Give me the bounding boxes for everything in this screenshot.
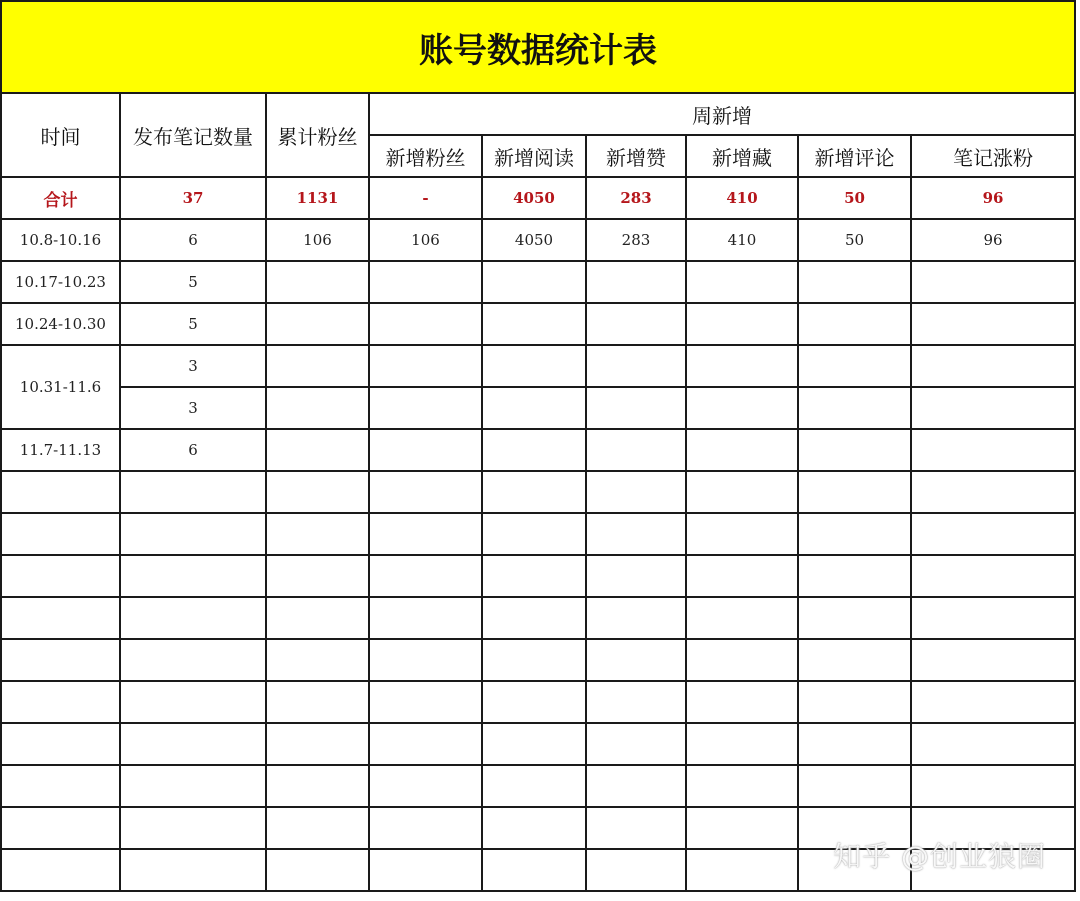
cell-new-fans[interactable] bbox=[369, 261, 482, 303]
cell-note-fans[interactable] bbox=[911, 723, 1075, 765]
empty-row bbox=[1, 681, 1075, 723]
cell-note-fans[interactable] bbox=[911, 387, 1075, 429]
cell-new-saves[interactable] bbox=[686, 849, 798, 891]
cell-new-fans[interactable] bbox=[369, 723, 482, 765]
cell-new-fans[interactable] bbox=[369, 471, 482, 513]
header-cumulative-fans: 累计粉丝 bbox=[266, 93, 369, 177]
cell-note-fans[interactable] bbox=[911, 639, 1075, 681]
cell-notes-count[interactable] bbox=[120, 597, 266, 639]
cell-note-fans[interactable] bbox=[911, 303, 1075, 345]
cell-new-likes[interactable] bbox=[586, 387, 686, 429]
cell-note-fans[interactable] bbox=[911, 471, 1075, 513]
header-time: 时间 bbox=[1, 93, 120, 177]
cell-new-fans[interactable] bbox=[369, 303, 482, 345]
cell-new-likes[interactable]: 283 bbox=[586, 219, 686, 261]
total-note-fans[interactable]: 96 bbox=[911, 177, 1075, 219]
cell-new-likes[interactable] bbox=[586, 807, 686, 849]
cell-time[interactable] bbox=[1, 639, 120, 681]
cell-new-saves[interactable] bbox=[686, 807, 798, 849]
empty-row bbox=[1, 555, 1075, 597]
cell-new-likes[interactable] bbox=[586, 555, 686, 597]
cell-new-fans[interactable] bbox=[369, 807, 482, 849]
cell-cumulative-fans[interactable] bbox=[266, 261, 369, 303]
cell-new-likes[interactable] bbox=[586, 765, 686, 807]
cell-note-fans[interactable] bbox=[911, 261, 1075, 303]
cell-new-reads[interactable] bbox=[482, 303, 586, 345]
cell-new-saves[interactable] bbox=[686, 471, 798, 513]
cell-new-saves[interactable] bbox=[686, 513, 798, 555]
total-new-likes[interactable]: 283 bbox=[586, 177, 686, 219]
table-row bbox=[1, 387, 1075, 429]
cell-new-fans[interactable] bbox=[369, 513, 482, 555]
table-row bbox=[1, 345, 1075, 387]
cell-notes-count[interactable] bbox=[120, 849, 266, 891]
table-row bbox=[1, 303, 1075, 345]
cell-notes-count[interactable] bbox=[120, 681, 266, 723]
cell-new-fans[interactable] bbox=[369, 345, 482, 387]
cell-new-reads[interactable] bbox=[482, 681, 586, 723]
cell-new-comments[interactable] bbox=[798, 681, 911, 723]
total-label[interactable]: 合计 bbox=[1, 177, 120, 219]
cell-cumulative-fans[interactable] bbox=[266, 513, 369, 555]
cell-notes-count[interactable]: 3 bbox=[120, 345, 266, 387]
cell-new-saves[interactable] bbox=[686, 429, 798, 471]
total-new-fans[interactable]: - bbox=[369, 177, 482, 219]
total-notes-count[interactable]: 37 bbox=[120, 177, 266, 219]
cell-new-saves[interactable] bbox=[686, 387, 798, 429]
cell-time[interactable] bbox=[1, 681, 120, 723]
cell-note-fans[interactable] bbox=[911, 681, 1075, 723]
header-new-fans: 新增粉丝 bbox=[369, 135, 482, 177]
cell-new-likes[interactable] bbox=[586, 513, 686, 555]
table-row bbox=[1, 261, 1075, 303]
total-row bbox=[1, 177, 1075, 219]
table-row bbox=[1, 429, 1075, 471]
table-row bbox=[1, 219, 1075, 261]
cell-new-fans[interactable] bbox=[369, 639, 482, 681]
cell-new-saves[interactable]: 410 bbox=[686, 219, 798, 261]
cell-cumulative-fans[interactable] bbox=[266, 849, 369, 891]
empty-rows bbox=[1, 471, 1075, 891]
cell-new-reads[interactable] bbox=[482, 471, 586, 513]
cell-cumulative-fans[interactable] bbox=[266, 429, 369, 471]
cell-new-likes[interactable] bbox=[586, 723, 686, 765]
cell-new-reads[interactable] bbox=[482, 387, 586, 429]
cell-new-likes[interactable] bbox=[586, 681, 686, 723]
header-notes-count: 发布笔记数量 bbox=[120, 93, 266, 177]
cell-cumulative-fans[interactable] bbox=[266, 765, 369, 807]
cell-notes-count[interactable]: 5 bbox=[120, 303, 266, 345]
cell-time[interactable] bbox=[1, 555, 120, 597]
cell-time[interactable] bbox=[1, 807, 120, 849]
cell-cumulative-fans[interactable] bbox=[266, 723, 369, 765]
cell-time[interactable] bbox=[1, 471, 120, 513]
cell-notes-count[interactable] bbox=[120, 555, 266, 597]
cell-new-comments[interactable] bbox=[798, 303, 911, 345]
cell-cumulative-fans[interactable] bbox=[266, 471, 369, 513]
cell-time[interactable] bbox=[1, 849, 120, 891]
cell-cumulative-fans[interactable] bbox=[266, 597, 369, 639]
header-weekly-group: 周新增 bbox=[369, 93, 1075, 135]
cell-new-likes[interactable] bbox=[586, 597, 686, 639]
cell-new-reads[interactable] bbox=[482, 261, 586, 303]
cell-new-saves[interactable] bbox=[686, 723, 798, 765]
cell-new-fans[interactable] bbox=[369, 555, 482, 597]
empty-row bbox=[1, 723, 1075, 765]
cell-new-fans[interactable] bbox=[369, 681, 482, 723]
cell-new-fans[interactable]: 106 bbox=[369, 219, 482, 261]
empty-row bbox=[1, 639, 1075, 681]
cell-notes-count[interactable] bbox=[120, 765, 266, 807]
cell-notes-count[interactable]: 6 bbox=[120, 219, 266, 261]
total-cumulative-fans[interactable]: 1131 bbox=[266, 177, 369, 219]
cell-new-saves[interactable] bbox=[686, 681, 798, 723]
header-new-comments: 新增评论 bbox=[798, 135, 911, 177]
cell-note-fans[interactable] bbox=[911, 429, 1075, 471]
cell-new-saves[interactable] bbox=[686, 639, 798, 681]
cell-cumulative-fans[interactable] bbox=[266, 807, 369, 849]
cell-new-likes[interactable] bbox=[586, 471, 686, 513]
cell-new-saves[interactable] bbox=[686, 303, 798, 345]
cell-time[interactable]: 10.8-10.16 bbox=[1, 219, 120, 261]
cell-new-fans[interactable] bbox=[369, 849, 482, 891]
cell-notes-count[interactable]: 3 bbox=[120, 387, 266, 429]
cell-new-comments[interactable]: 50 bbox=[798, 219, 911, 261]
empty-row bbox=[1, 513, 1075, 555]
empty-row bbox=[1, 597, 1075, 639]
cell-time[interactable]: 11.7-11.13 bbox=[1, 429, 120, 471]
cell-new-comments[interactable] bbox=[798, 639, 911, 681]
cell-new-saves[interactable] bbox=[686, 555, 798, 597]
cell-time[interactable]: 10.17-10.23 bbox=[1, 261, 120, 303]
cell-new-comments[interactable] bbox=[798, 513, 911, 555]
cell-new-fans[interactable] bbox=[369, 429, 482, 471]
cell-new-comments[interactable] bbox=[798, 723, 911, 765]
cell-time[interactable] bbox=[1, 723, 120, 765]
cell-new-reads[interactable] bbox=[482, 849, 586, 891]
total-new-reads[interactable]: 4050 bbox=[482, 177, 586, 219]
cell-new-comments[interactable] bbox=[798, 597, 911, 639]
cell-new-likes[interactable] bbox=[586, 849, 686, 891]
cell-time[interactable] bbox=[1, 597, 120, 639]
cell-cumulative-fans[interactable] bbox=[266, 387, 369, 429]
cell-note-fans[interactable] bbox=[911, 765, 1075, 807]
cell-new-comments[interactable] bbox=[798, 429, 911, 471]
cell-notes-count[interactable] bbox=[120, 471, 266, 513]
header-note-fans: 笔记涨粉 bbox=[911, 135, 1075, 177]
cell-notes-count[interactable] bbox=[120, 513, 266, 555]
cell-new-saves[interactable] bbox=[686, 261, 798, 303]
cell-note-fans[interactable] bbox=[911, 555, 1075, 597]
cell-new-reads[interactable]: 4050 bbox=[482, 219, 586, 261]
cell-note-fans[interactable] bbox=[911, 345, 1075, 387]
header-new-saves: 新增藏 bbox=[686, 135, 798, 177]
cell-new-reads[interactable] bbox=[482, 639, 586, 681]
header-new-likes: 新增赞 bbox=[586, 135, 686, 177]
table-title: 账号数据统计表 bbox=[1, 1, 1075, 93]
cell-new-saves[interactable] bbox=[686, 345, 798, 387]
cell-time[interactable] bbox=[1, 513, 120, 555]
cell-new-likes[interactable] bbox=[586, 639, 686, 681]
cell-note-fans[interactable]: 96 bbox=[911, 219, 1075, 261]
cell-notes-count[interactable] bbox=[120, 723, 266, 765]
cell-new-reads[interactable] bbox=[482, 807, 586, 849]
cell-new-comments[interactable] bbox=[798, 555, 911, 597]
cell-new-likes[interactable] bbox=[586, 429, 686, 471]
total-new-saves[interactable]: 410 bbox=[686, 177, 798, 219]
cell-time[interactable]: 10.24-10.30 bbox=[1, 303, 120, 345]
cell-new-fans[interactable] bbox=[369, 765, 482, 807]
header-new-reads: 新增阅读 bbox=[482, 135, 586, 177]
cell-cumulative-fans[interactable] bbox=[266, 639, 369, 681]
cell-cumulative-fans[interactable] bbox=[266, 345, 369, 387]
cell-notes-count[interactable]: 5 bbox=[120, 261, 266, 303]
cell-cumulative-fans[interactable] bbox=[266, 555, 369, 597]
cell-new-reads[interactable] bbox=[482, 765, 586, 807]
empty-row bbox=[1, 471, 1075, 513]
cell-new-comments[interactable] bbox=[798, 345, 911, 387]
cell-new-reads[interactable] bbox=[482, 723, 586, 765]
cell-new-reads[interactable] bbox=[482, 597, 586, 639]
cell-new-saves[interactable] bbox=[686, 597, 798, 639]
cell-notes-count[interactable] bbox=[120, 639, 266, 681]
cell-new-reads[interactable] bbox=[482, 513, 586, 555]
cell-new-fans[interactable] bbox=[369, 597, 482, 639]
cell-new-comments[interactable] bbox=[798, 387, 911, 429]
cell-new-reads[interactable] bbox=[482, 345, 586, 387]
cell-new-saves[interactable] bbox=[686, 765, 798, 807]
cell-new-reads[interactable] bbox=[482, 429, 586, 471]
cell-cumulative-fans[interactable]: 106 bbox=[266, 219, 369, 261]
cell-note-fans[interactable] bbox=[911, 597, 1075, 639]
cell-notes-count[interactable] bbox=[120, 807, 266, 849]
cell-new-likes[interactable] bbox=[586, 303, 686, 345]
watermark: 知乎 @创业狼圈 bbox=[833, 840, 1046, 873]
cell-new-comments[interactable] bbox=[798, 261, 911, 303]
cell-cumulative-fans[interactable] bbox=[266, 303, 369, 345]
cell-cumulative-fans[interactable] bbox=[266, 681, 369, 723]
cell-notes-count[interactable]: 6 bbox=[120, 429, 266, 471]
cell-note-fans[interactable] bbox=[911, 513, 1075, 555]
cell-time[interactable]: 10.31-11.6 bbox=[1, 345, 120, 429]
cell-new-likes[interactable] bbox=[586, 261, 686, 303]
cell-time[interactable] bbox=[1, 765, 120, 807]
cell-new-comments[interactable] bbox=[798, 765, 911, 807]
total-new-comments[interactable]: 50 bbox=[798, 177, 911, 219]
cell-new-comments[interactable] bbox=[798, 471, 911, 513]
cell-new-fans[interactable] bbox=[369, 387, 482, 429]
cell-new-reads[interactable] bbox=[482, 555, 586, 597]
empty-row bbox=[1, 765, 1075, 807]
cell-new-likes[interactable] bbox=[586, 345, 686, 387]
